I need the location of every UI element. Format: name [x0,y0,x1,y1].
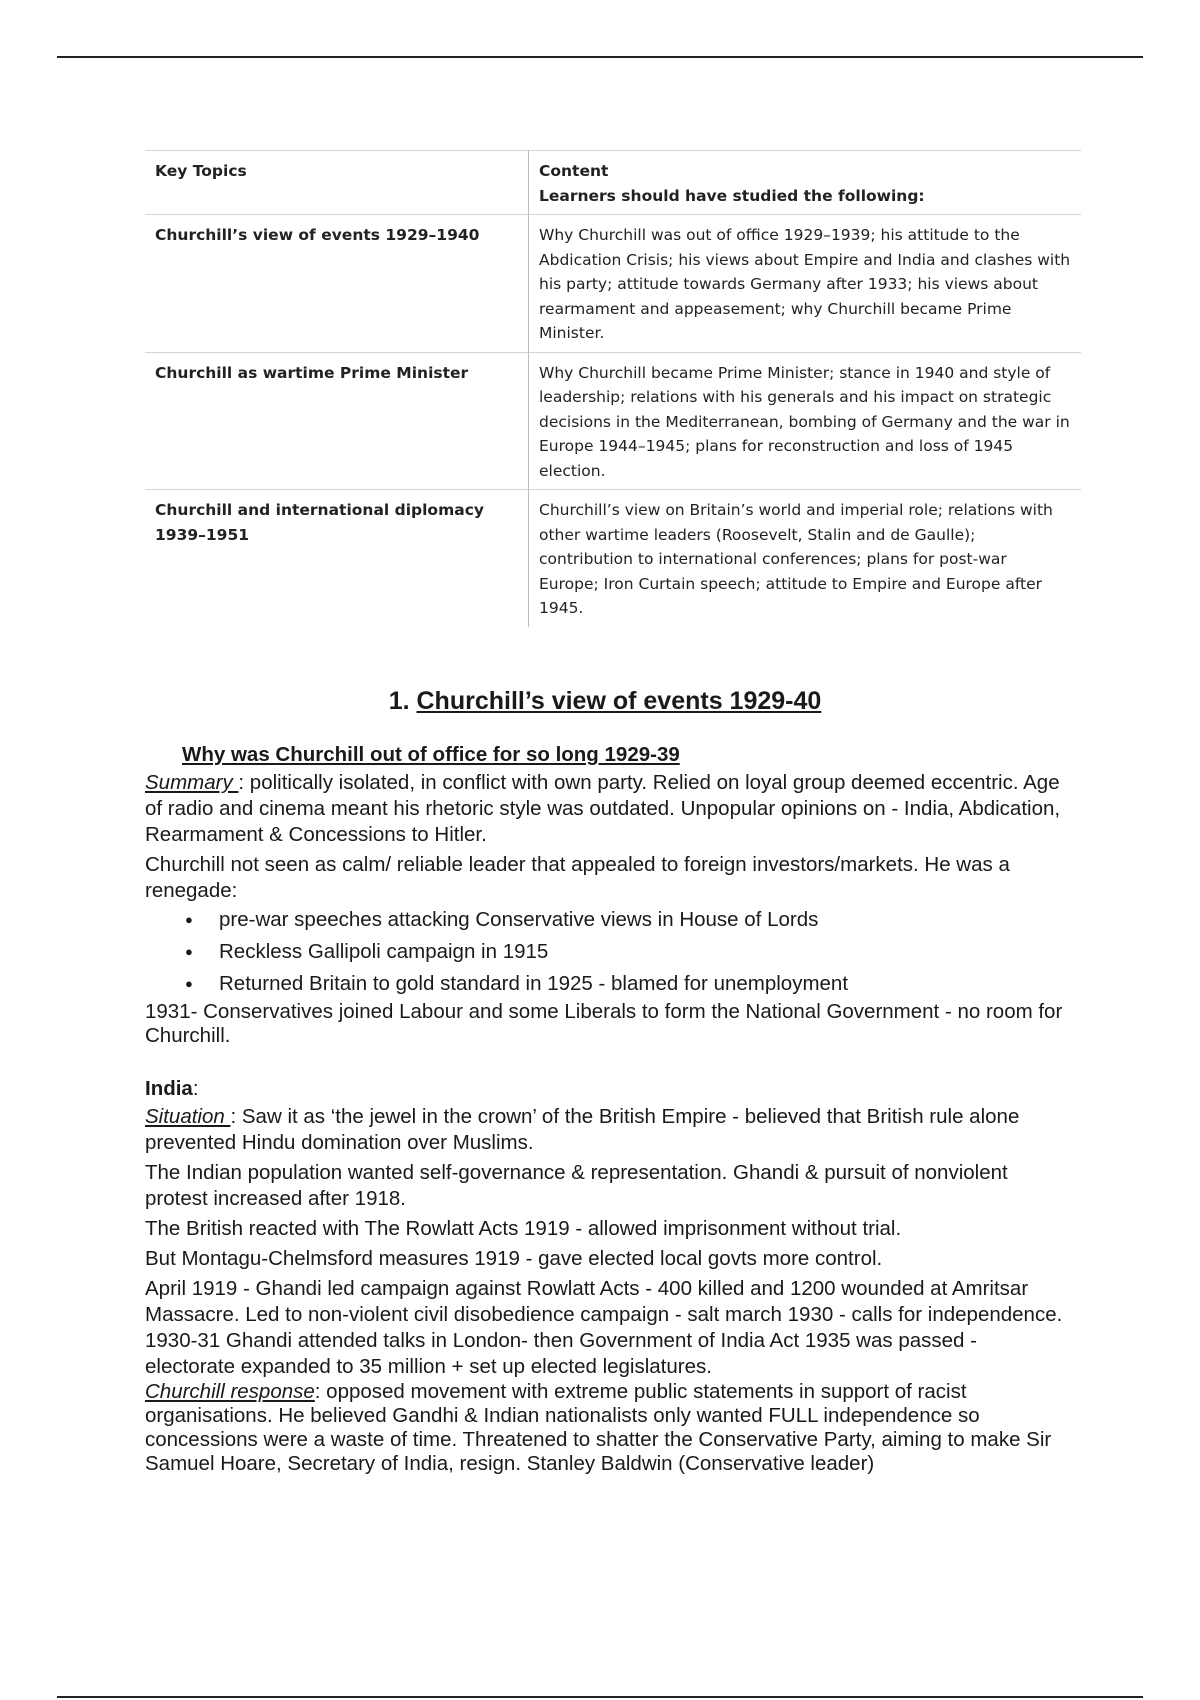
header-key-topics: Key Topics [145,151,529,215]
header-content-title: Content [539,162,609,180]
section-number: 1. [388,687,410,715]
table-row [145,490,1081,627]
situation-label: Situation [145,1105,231,1128]
table-row [145,215,1081,353]
situation-paragraph [145,1104,1065,1156]
topic-cell: Churchill’s view of events 1929–1940 [145,215,529,353]
india-paragraph-3: But Montagu-Chelmsford measures 1919 - gave elected local govts more control. [145,1247,883,1270]
summary-paragraph [145,770,1065,848]
header-rule [57,56,1143,58]
subheading-out-of-office: Why was Churchill out of office for so long 1929-39 [182,743,680,766]
india-heading-text: India [145,1077,193,1100]
section-title-text: Churchill’s view of events 1929-40 [416,687,822,715]
situation-text: : Saw it as ‘the jewel in the crown’ of the British Empire - believed that British rule alone prevented Hindu domination over Muslims. [145,1105,1020,1154]
topic-cell: Churchill as wartime Prime Minister [145,352,529,490]
notes-body [145,680,1065,1476]
section-title [145,680,1065,722]
india-paragraph-4: April 1919 - Ghandi led campaign against Rowlatt Acts - 400 killed and 1200 wounded at Amritsar Massacre. Led to non-violent civil disobedience campaign - salt march 1930 - calls for independence. 1930-31 Ghandi attended talks in London- then Government of India Act 1935 was passed - electorate expanded to 35 million + set up elected legislatures. [145,1277,1063,1378]
india-paragraph-2: The British reacted with The Rowlatt Acts 1919 - allowed imprisonment without trial. [145,1217,902,1240]
content-cell: Why Churchill was out of office 1929–1939; his attitude to the Abdication Crisis; his views about Empire and India and clashes with his party; attitude towards Germany after 1933; his views about rearmament and appeasement; why Churchill became Prime Minister. [529,215,1082,353]
summary-label: Summary [145,771,239,794]
churchill-response-text: : opposed movement with extreme public statements in support of racist organisations. He believed Gandhi & Indian nationalists only wanted FULL independence so concessions were a waste of time. Threatened to shatter the Conservative Party, aiming to make Sir Samuel Hoare, Secretary of India, resign. Stanley Baldwin (Conservative leader) [145,1380,1052,1475]
table-header-row [145,151,1081,215]
content-cell: Why Churchill became Prime Minister; stance in 1940 and style of leadership; relations with his generals and his impact on strategic decisions in the Mediterranean, bombing of Germany and the war in Europe 1944–1945; plans for reconstruction and loss of 1945 election. [529,352,1082,490]
list-item: ● pre-war speeches attacking Conservative views in House of Lords [145,904,1065,936]
table-row [145,352,1081,490]
topic-cell: Churchill and international diplomacy 1939–1951 [145,490,529,627]
content-cell: Churchill’s view on Britain’s world and imperial role; relations with other wartime leaders (Roosevelt, Stalin and de Gaulle); contribution to international conferences; plans for post-war Europe; Iron Curtain speech; attitude to Empire and Europe after 1945. [529,490,1082,627]
renegade-paragraph: Churchill not seen as calm/ reliable leader that appealed to foreign investors/markets. He was a renegade: [145,853,1010,902]
header-content [529,151,1082,215]
renegade-list [145,904,1065,1000]
footer-rule [57,1696,1143,1698]
churchill-response-label: Churchill response [145,1380,315,1403]
list-item: ● Returned Britain to gold standard in 1925 - blamed for unemployment [145,968,1065,1000]
india-heading-suffix: : [192,1077,199,1100]
national-government-paragraph: 1931- Conservatives joined Labour and some Liberals to form the National Government - no room for Churchill. [145,1000,1063,1047]
churchill-response-paragraph [145,1380,1065,1476]
list-item: ● Reckless Gallipoli campaign in 1915 [145,936,1065,968]
header-content-subtitle: Learners should have studied the following: [539,186,925,205]
spacer [145,1048,1065,1074]
india-heading [145,1074,1065,1104]
key-topics-table [145,150,1081,627]
india-paragraph-1: The Indian population wanted self-governance & representation. Ghandi & pursuit of nonviolent protest increased after 1918. [145,1161,1008,1210]
summary-text: : politically isolated, in conflict with own party. Relied on loyal group deemed eccentric. Age of radio and cinema meant his rhetoric style was outdated. Unpopular opinions on - India, Abdication, Rearmament & Concessions to Hitler. [145,771,1061,846]
